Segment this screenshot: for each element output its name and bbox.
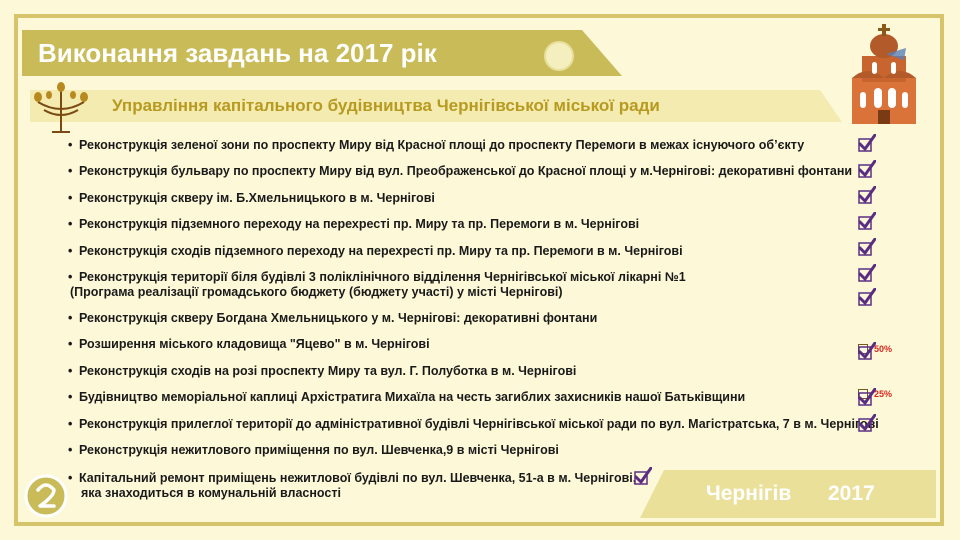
bullet-icon: • [68,311,73,325]
task-text: Розширення міського кладовища "Яцево" в м. Чернігові [79,337,430,351]
church-icon [846,24,922,128]
task-item [68,244,683,259]
lamp-post-icon [30,82,92,134]
section-subtitle: Управління капітального будівництва Чернігівської міської ради [112,96,660,115]
task-text: Реконструкція зеленої зони по проспекту Миру від Красної площі до проспекту Перемоги в межах існуючого об’єкту [79,138,805,152]
task-item [68,443,559,458]
checkmark-icon [858,134,876,152]
bullet-icon: • [68,244,73,258]
task-text: Реконструкція бульвару по проспекту Миру від вул. Преображенської до Красної площі у м.Чернігові: декоративні фонтани [79,164,853,178]
checkmark-icon [858,414,876,432]
task-text: Капітальний ремонт приміщень нежитлової будівлі по вул. Шевченка, 51-а в м. Чернігові, [79,471,637,485]
task-item [68,417,879,432]
task-text: Реконструкція сходів підземного переходу на перехресті пр. Миру та пр. Перемоги в м. Чернігові [79,244,683,258]
checkmark-icon [858,238,876,256]
task-item [68,364,576,379]
bullet-icon: • [68,191,73,205]
task-item [68,337,430,352]
task-item [68,191,435,206]
bullet-icon: • [68,270,73,284]
task-item [68,138,804,153]
task-text: Реконструкція скверу ім. Б.Хмельницького в м. Чернігові [79,191,435,205]
emblem-icon [544,41,574,71]
checkmark-icon [858,388,876,406]
city-logo-icon [24,474,68,518]
task-text: Реконструкція прилеглої території до адміністративної будівлі Чернігівської міської ради по вул. Магістратська, 7 в м. Чернігові [79,417,879,431]
bullet-icon: • [68,217,73,231]
bullet-icon: • [68,364,73,378]
completion-percent: 25% [874,389,893,399]
checkmark-icon [858,212,876,230]
checkmark-icon [858,264,876,282]
task-item [68,471,636,501]
task-text-continued: (Програма реалізації громадського бюджету (бюджету участі) у місті Чернігові) [70,285,563,299]
task-text: Реконструкція скверу Богдана Хмельницького у м. Чернігові: декоративні фонтани [79,311,598,325]
task-item [68,217,639,232]
footer-year: 2017 [828,482,875,505]
task-text: Будівництво меморіальної каплиці Архістратига Михаїла на честь загиблих захисників нашої Батьківщини [79,390,746,404]
checkmark-icon [858,160,876,178]
task-item [68,390,745,405]
footer-city: Чернігів [706,482,792,505]
bullet-icon: • [68,138,73,152]
task-item [68,270,686,300]
task-text: Реконструкція підземного переходу на перехресті пр. Миру та пр. Перемоги в м. Чернігові [79,217,640,231]
task-text: Реконструкція території біля будівлі 3 поліклінічного відділення Чернігівської міської лікарні №1 [79,270,686,284]
checkmark-icon [858,288,876,306]
checkmark-icon [634,467,652,485]
bullet-icon: • [68,337,73,351]
task-text: Реконструкція нежитлового приміщення по вул. Шевченка,9 в місті Чернігові [79,443,559,457]
task-item [68,311,597,326]
bullet-icon: • [68,471,73,485]
bullet-icon: • [68,443,73,457]
task-text-continued: яка знаходиться в комунальній власності [81,486,341,500]
bullet-icon: • [68,390,73,404]
task-text: Реконструкція сходів на розі проспекту Миру та вул. Г. Полуботка в м. Чернігові [79,364,577,378]
checkmark-icon [858,186,876,204]
checkmark-icon [858,342,876,360]
bullet-icon: • [68,417,73,431]
task-item [68,164,852,179]
completion-percent: 50% [874,344,893,354]
page-title: Виконання завдань на 2017 рік [38,38,437,68]
bullet-icon: • [68,164,73,178]
